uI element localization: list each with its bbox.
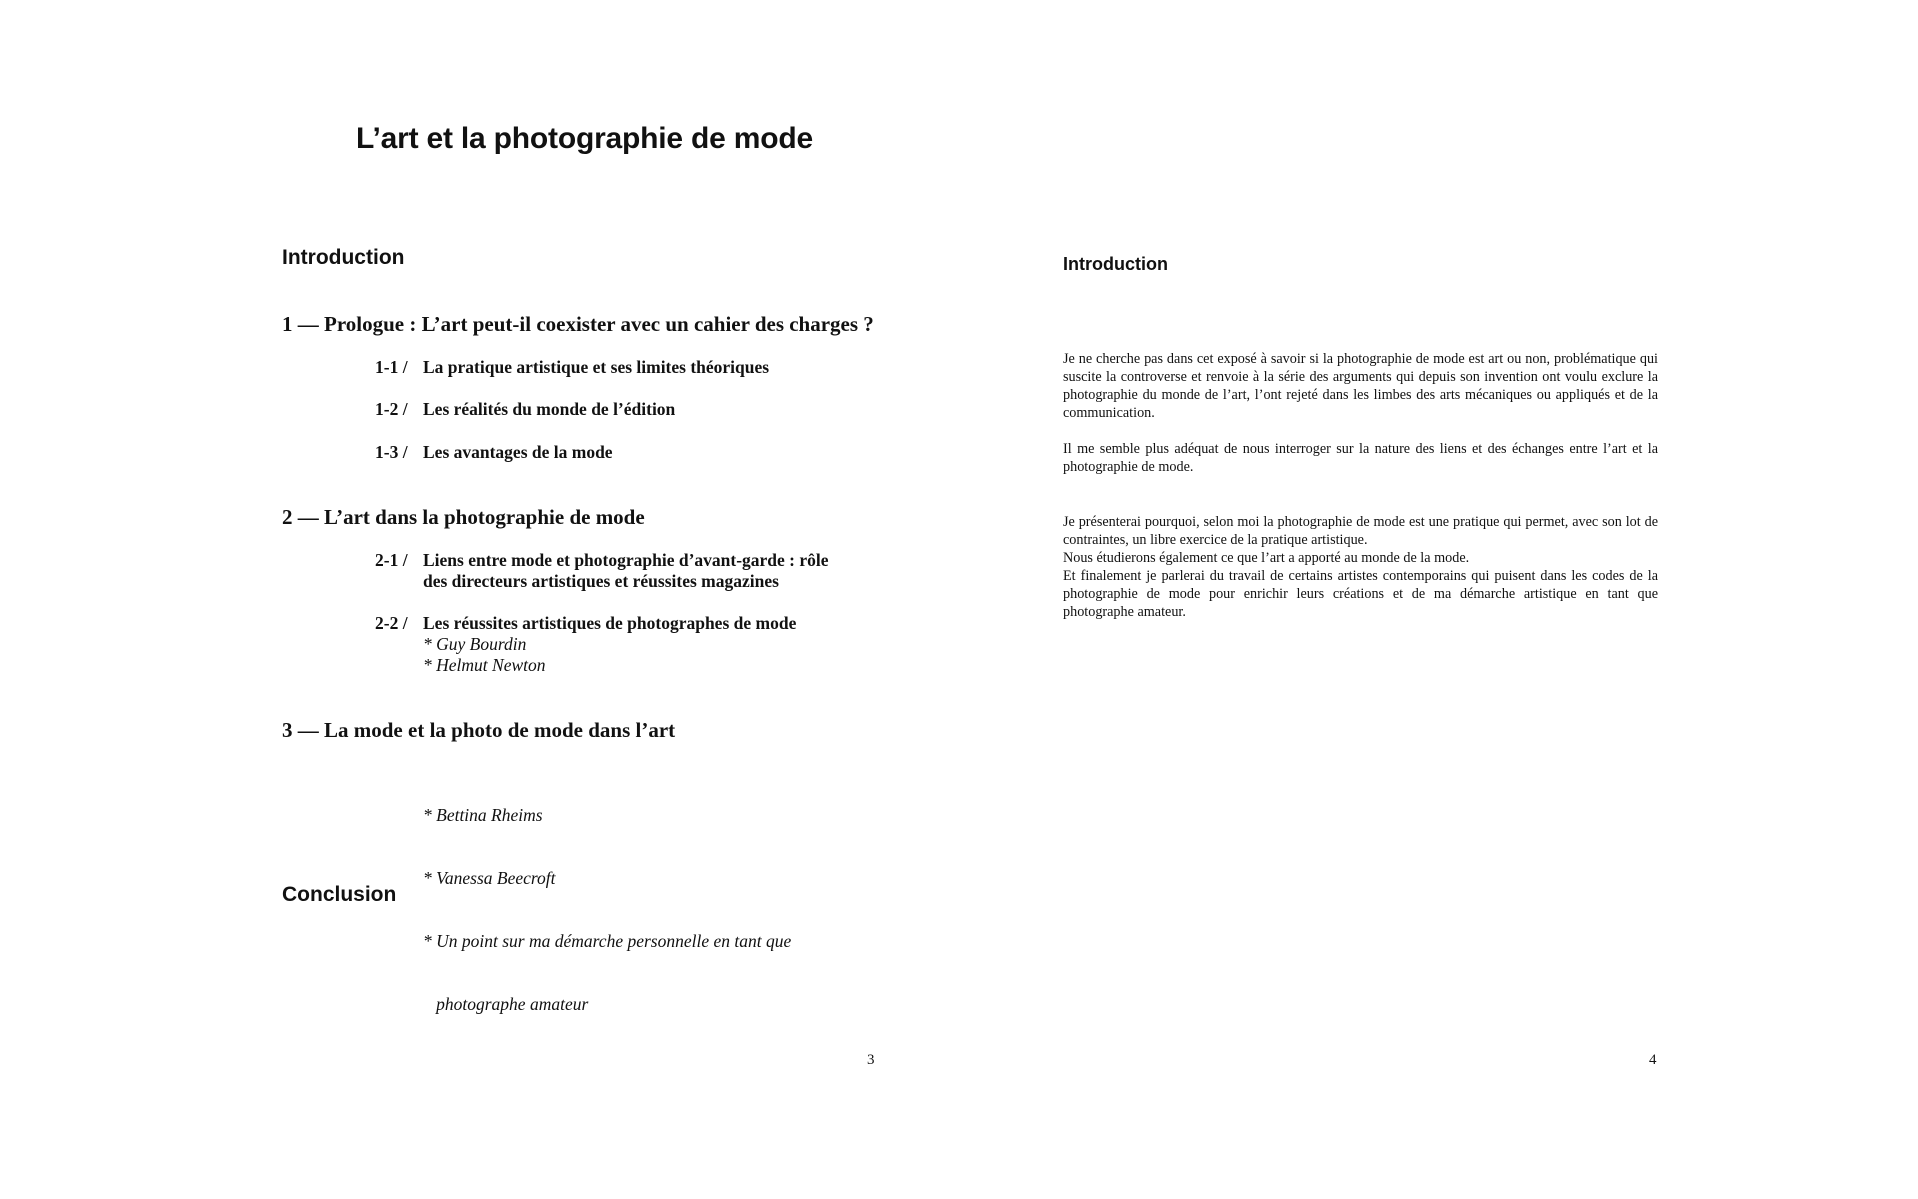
- toc-section-1-heading: 1 — Prologue : L’art peut-il coexister avec un cahier des charges ?: [282, 312, 874, 336]
- subsection-title: Les avantages de la mode: [423, 442, 613, 462]
- document-title: L’art et la photographie de mode: [356, 122, 813, 155]
- toc-introduction: Introduction: [282, 246, 405, 269]
- subsection-number: 2-1 /: [375, 550, 408, 570]
- subsection-number: 1-2 /: [375, 399, 408, 419]
- paragraph-line: Nous étudierons également ce que l’art a apporté au monde de la mode.: [1063, 550, 1470, 566]
- intro-paragraph-3: [1063, 513, 1658, 621]
- toc-subsection-2-2-items: [423, 634, 546, 676]
- list-item: * Vanessa Beecroft: [423, 868, 556, 888]
- page-number: 4: [1649, 1052, 1657, 1068]
- list-item: * Guy Bourdin: [423, 634, 527, 654]
- introduction-heading: Introduction: [1063, 254, 1168, 274]
- list-item: * Bettina Rheims: [423, 805, 543, 825]
- list-item: * Helmut Newton: [423, 655, 546, 675]
- intro-paragraph-2: [1063, 440, 1658, 476]
- subsection-title: La pratique artistique et ses limites théoriques: [423, 357, 770, 377]
- subsection-title: Les réalités du monde de l’édition: [423, 399, 676, 419]
- subsection-title: Les réussites artistiques de photographes de mode: [423, 613, 797, 633]
- paragraph-line: Je présenterai pourquoi, selon moi la photographie de mode est une pratique qui permet, avec son lot de contraintes, un libre exercice de la pratique artistique.: [1063, 514, 1658, 548]
- subsection-number: 1-3 /: [375, 442, 408, 462]
- subsection-title-line-2: des directeurs artistiques et réussites magazines: [423, 571, 779, 591]
- subsection-number: 1-1 /: [375, 357, 408, 377]
- paragraph-line: Et finalement je parlerai du travail de certains artistes contemporains qui puisent dans les codes de la photographie de mode pour enrichir leurs créations et de ma démarche artistique en tant que photographe amateur.: [1063, 568, 1658, 620]
- toc-section-3-heading: 3 — La mode et la photo de mode dans l’art: [282, 718, 676, 742]
- toc-section-2-heading: 2 — L’art dans la photographie de mode: [282, 505, 645, 529]
- intro-paragraph-1: [1063, 350, 1658, 422]
- list-item: photographe amateur: [423, 994, 589, 1014]
- page-number: 3: [867, 1052, 875, 1068]
- toc-section-3-items: [423, 763, 791, 1057]
- toc-conclusion: Conclusion: [282, 883, 397, 906]
- paragraph-text: Je ne cherche pas dans cet exposé à savoir si la photographie de mode est art ou non, problématique qui suscite la controverse et renvoie à la série des arguments qui depuis son invention ont voulu exclure la photographie du monde de l’art, l’ont rejeté dans les limbes des arts mécaniques ou appliqués et de la communication.: [1063, 351, 1658, 421]
- right-page: [959, 0, 1918, 1199]
- paragraph-text: Il me semble plus adéquat de nous interroger sur la nature des liens et des échanges entre l’art et la photographie de mode.: [1063, 441, 1658, 475]
- subsection-number: 2-2 /: [375, 613, 408, 633]
- list-item: * Un point sur ma démarche personnelle en tant que: [423, 931, 792, 951]
- subsection-title-line-1: Liens entre mode et photographie d’avant-garde : rôle: [423, 550, 829, 570]
